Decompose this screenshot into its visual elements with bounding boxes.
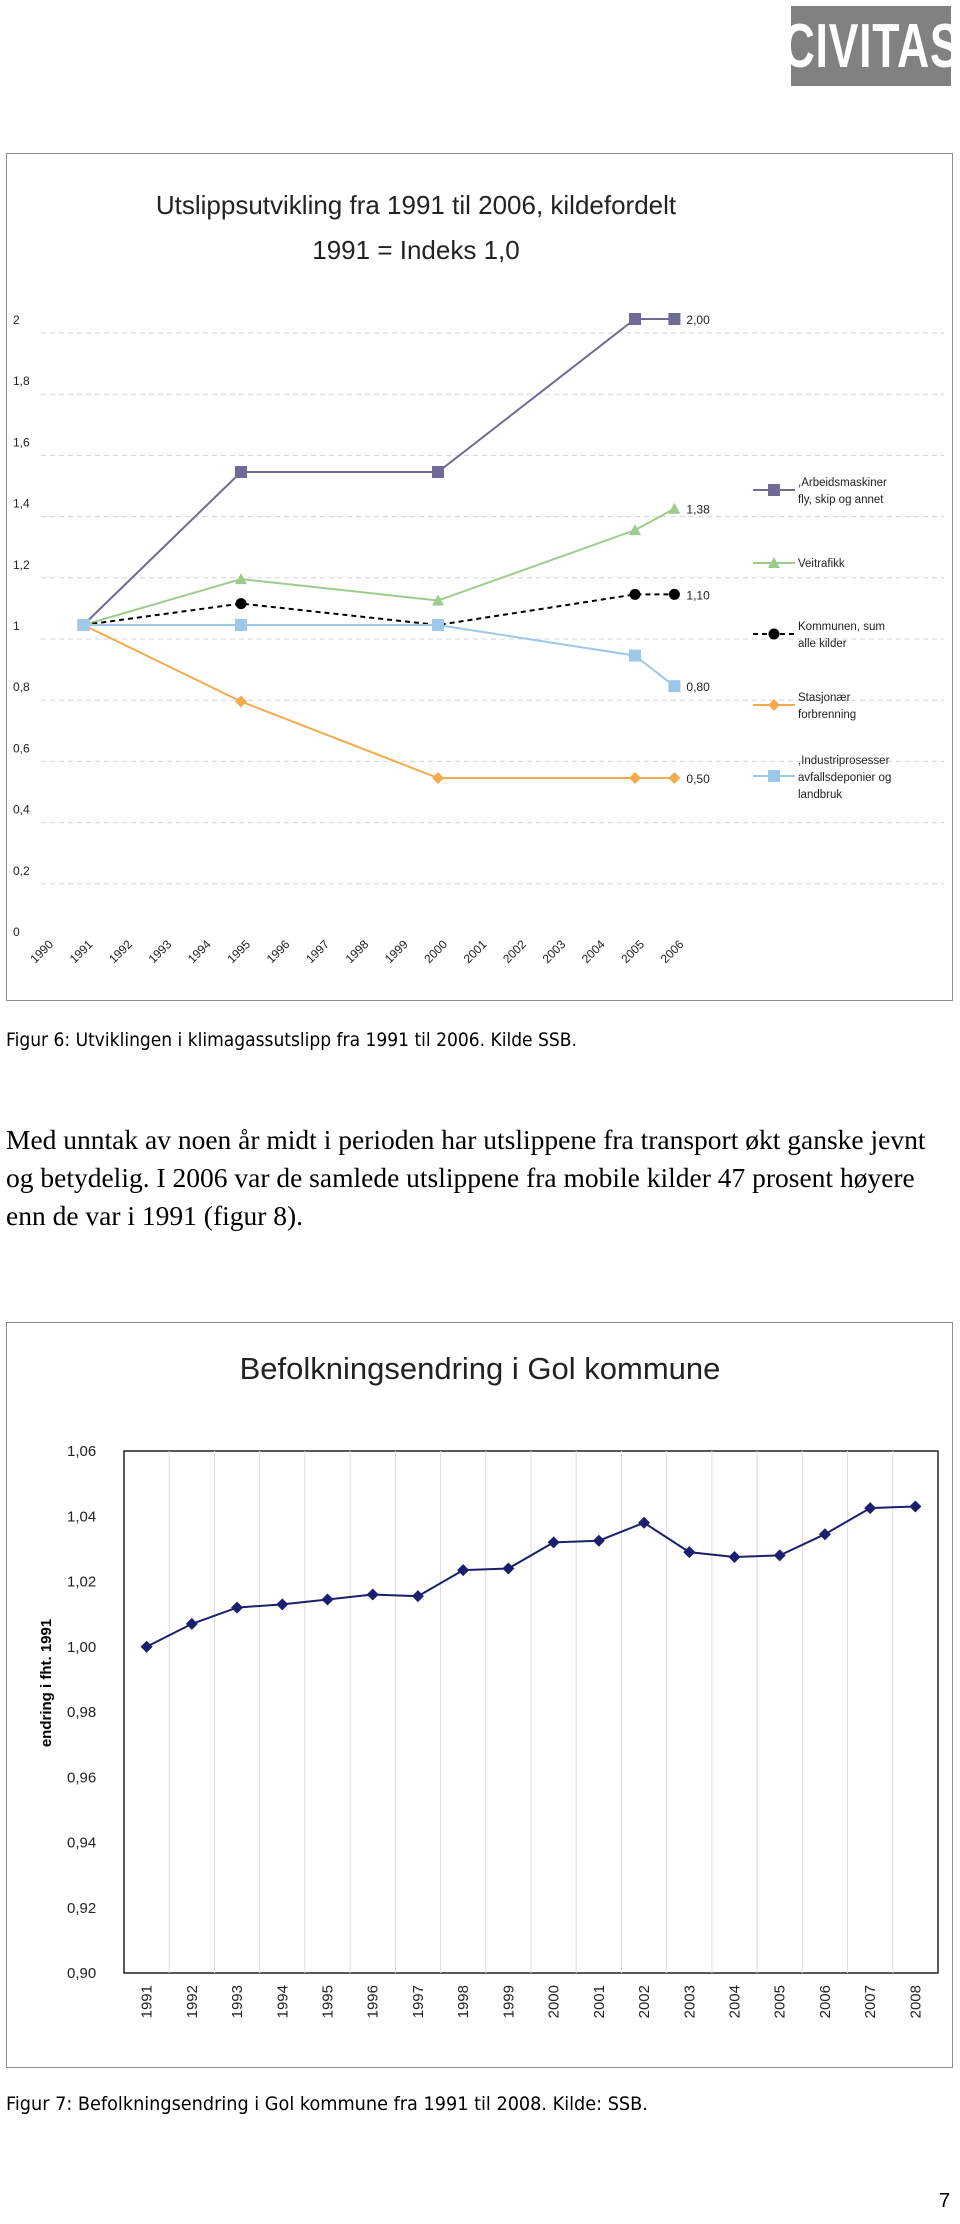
data-marker <box>235 696 247 708</box>
x-tick-label: 2003 <box>539 937 569 967</box>
end-value-label: 0,80 <box>686 680 710 695</box>
y-axis-ticks <box>67 1443 96 1982</box>
y-tick-label: 1,4 <box>13 496 30 511</box>
data-marker <box>683 1546 695 1558</box>
data-marker <box>668 313 680 325</box>
data-marker <box>141 1641 153 1653</box>
end-value-label: 0,50 <box>686 772 710 786</box>
y-axis-ticks <box>13 313 30 939</box>
x-tick-label: 2004 <box>578 937 608 967</box>
x-tick-label: 1991 <box>138 1985 156 2019</box>
y-axis-label: endring i fht. 1991 <box>38 1618 55 1748</box>
legend-marker <box>769 629 780 640</box>
data-marker <box>186 1618 198 1630</box>
x-tick-label: 2002 <box>636 1985 654 2019</box>
data-marker <box>322 1593 334 1605</box>
data-marker <box>502 1562 514 1574</box>
x-tick-label: 1995 <box>224 937 254 967</box>
x-tick-label: 1998 <box>342 937 372 967</box>
chart-subtitle: 1991 = Indeks 1,0 <box>312 235 520 265</box>
emissions-chart-frame <box>6 153 953 1001</box>
data-marker <box>774 1549 786 1561</box>
data-marker <box>729 1551 741 1563</box>
y-tick-label: 1,02 <box>67 1573 97 1591</box>
x-tick-label: 1996 <box>263 937 293 967</box>
page-number: 7 <box>939 2190 951 2212</box>
data-marker <box>668 680 680 692</box>
x-tick-label: 1995 <box>319 1985 337 2019</box>
x-tick-label: 2001 <box>460 937 490 967</box>
data-marker <box>669 589 680 600</box>
chart-title: Utslippsutvikling fra 1991 til 2006, kildefordelt <box>155 190 677 220</box>
legend-marker <box>768 484 780 496</box>
data-marker <box>864 1502 876 1514</box>
y-tick-label: 0,94 <box>67 1834 97 1852</box>
y-tick-label: 0,6 <box>13 741 30 756</box>
y-tick-label: 1,8 <box>13 374 30 389</box>
y-tick-label: 0,4 <box>13 802 30 817</box>
x-tick-label: 2003 <box>681 1985 699 2019</box>
x-axis-ticks <box>139 1985 925 2018</box>
data-marker <box>235 466 247 478</box>
data-marker <box>276 1598 288 1610</box>
data-marker <box>235 619 247 631</box>
y-tick-label: 0,96 <box>67 1769 97 1787</box>
legend-label: ,Industriprosesser <box>798 755 890 767</box>
civitas-logo <box>782 6 960 86</box>
legend-label: avfallsdeponier og <box>798 772 892 784</box>
x-tick-label: 2001 <box>590 1985 608 2019</box>
gridlines <box>169 1451 893 1973</box>
data-marker <box>629 524 641 535</box>
x-tick-label: 1999 <box>500 1985 518 2019</box>
data-marker <box>432 619 444 631</box>
data-marker <box>432 772 444 784</box>
x-tick-label: 1994 <box>274 1985 292 2019</box>
x-tick-label: 2008 <box>907 1985 925 2019</box>
data-marker <box>231 1602 243 1614</box>
y-tick-label: 0 <box>13 925 20 939</box>
gridlines <box>41 333 944 884</box>
data-marker <box>819 1528 831 1540</box>
data-marker <box>629 772 641 784</box>
data-marker <box>77 619 89 631</box>
y-tick-label: 1,2 <box>13 557 30 572</box>
figure-6-caption: Figur 6: Utviklingen i klimagassutslipp fra 1991 til 2006. Kilde SSB. <box>6 1029 577 1051</box>
data-marker <box>668 503 680 514</box>
series-line <box>83 509 674 625</box>
series-group <box>77 313 710 786</box>
x-tick-label: 2005 <box>771 1985 789 2019</box>
chart-title: Befolkningsendring i Gol kommune <box>239 1351 721 1386</box>
emissions-chart <box>7 154 952 1000</box>
y-tick-label: 0,98 <box>67 1704 97 1721</box>
data-marker <box>909 1500 921 1512</box>
x-tick-label: 2002 <box>500 937 529 967</box>
data-marker <box>236 598 247 609</box>
x-tick-label: 1993 <box>145 937 175 967</box>
y-tick-label: 1,04 <box>67 1508 97 1526</box>
data-marker <box>548 1536 560 1548</box>
logo-text: CIVITAS <box>782 11 960 81</box>
end-value-label: 1,38 <box>686 502 710 517</box>
data-marker <box>629 313 641 325</box>
x-tick-label: 2000 <box>545 1985 563 2019</box>
y-tick-label: 0,2 <box>13 863 30 878</box>
y-tick-label: 1 <box>13 619 20 633</box>
y-tick-label: 0,90 <box>67 1965 97 1982</box>
x-tick-label: 2005 <box>618 937 648 967</box>
x-tick-label: 1992 <box>106 937 135 967</box>
legend-label: Veitrafikk <box>798 558 845 570</box>
data-marker <box>457 1564 469 1576</box>
y-tick-label: 1,6 <box>13 435 30 450</box>
y-tick-label: 0,8 <box>13 680 30 695</box>
x-tick-label: 1991 <box>66 937 96 967</box>
x-tick-label: 1990 <box>27 937 57 967</box>
y-tick-label: 1,00 <box>67 1638 97 1656</box>
x-tick-label: 1997 <box>303 937 332 967</box>
series-line <box>83 319 674 625</box>
x-tick-label: 1996 <box>364 1985 382 2019</box>
x-tick-label: 2000 <box>421 937 451 967</box>
x-tick-label: 1992 <box>183 1985 201 2019</box>
x-tick-label: 2004 <box>726 1985 744 2019</box>
legend-marker <box>768 770 780 782</box>
data-marker <box>638 1517 650 1529</box>
legend-marker <box>768 699 780 711</box>
x-tick-label: 2007 <box>862 1985 880 2019</box>
data-marker <box>367 1589 379 1601</box>
series-line <box>83 625 674 686</box>
data-marker <box>629 650 641 662</box>
y-tick-label: 0,92 <box>67 1899 97 1917</box>
legend-label: fly, skip og annet <box>798 494 884 506</box>
legend-label: ,Arbeidsmaskiner <box>798 477 887 489</box>
x-tick-label: 1994 <box>184 937 214 967</box>
data-marker <box>412 1590 424 1602</box>
legend-label: alle kilder <box>798 638 847 650</box>
body-paragraph: Med unntak av noen år midt i perioden har utslippene fra transport økt ganske jevnt og betydelig. I 2006 var de samlede utslippene fra mobile kilder 47 prosent høyere enn de var i 1991 (figur 8). <box>6 1124 926 1231</box>
x-tick-label: 2006 <box>657 937 687 967</box>
legend-label: landbruk <box>798 789 843 801</box>
data-marker <box>432 466 444 478</box>
x-tick-label: 1999 <box>381 937 411 967</box>
population-chart <box>7 1323 952 2067</box>
data-marker <box>668 772 680 784</box>
x-tick-label: 1993 <box>229 1985 247 2019</box>
legend-label: Kommunen, sum <box>798 621 885 633</box>
end-value-label: 2,00 <box>686 313 710 327</box>
figure-7-caption: Figur 7: Befolkningsendring i Gol kommune fra 1991 til 2008. Kilde: SSB. <box>6 2093 648 2115</box>
y-tick-label: 1,06 <box>67 1443 97 1460</box>
data-marker <box>630 589 641 600</box>
x-tick-label: 1997 <box>409 1985 427 2019</box>
end-value-label: 1,10 <box>686 588 710 603</box>
x-tick-label: 1998 <box>455 1985 473 2019</box>
population-chart-frame <box>6 1322 953 2068</box>
data-marker <box>593 1535 605 1547</box>
legend-label: forbrenning <box>798 709 857 721</box>
legend-label: Stasjonær <box>798 692 851 704</box>
y-tick-label: 2 <box>13 313 20 327</box>
x-axis-ticks <box>27 937 686 966</box>
x-tick-label: 2006 <box>816 1985 834 2019</box>
